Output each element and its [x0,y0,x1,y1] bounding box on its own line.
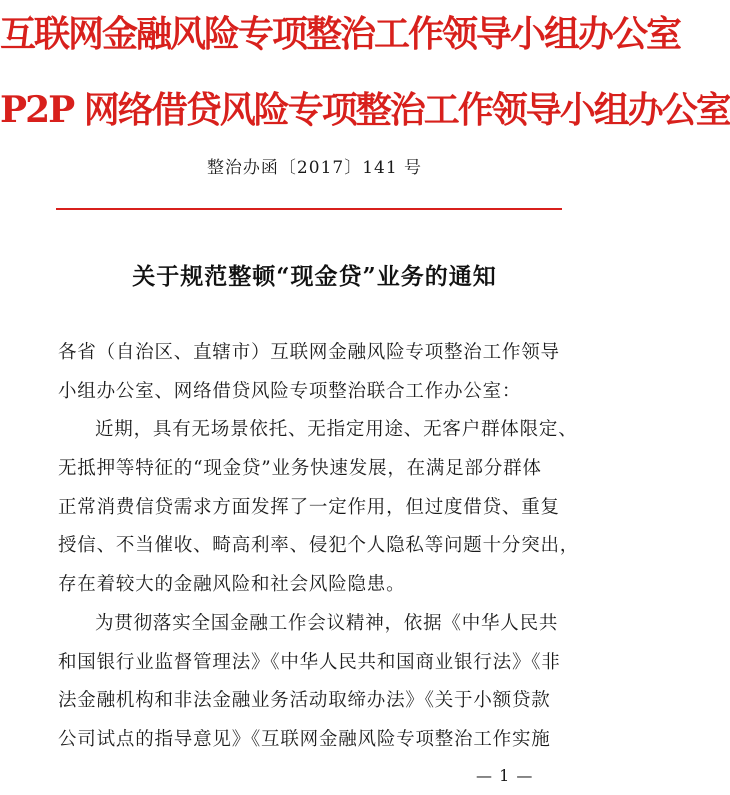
issuer-header-line-2: P2P 网络借贷风险专项整治工作领导小组办公室 [0,89,730,131]
issuer-header-line-1: 互联网金融风险专项整治工作领导小组办公室 [0,13,681,55]
body-line-5: 正常消费信贷需求方面发挥了一定作用，但过度借贷、重复 [58,496,560,518]
document-title: 关于规范整顿“现金贷”业务的通知 [132,263,497,290]
body-line-9: 和国银行业监督管理法》《中华人民共和国商业银行法》《非 [58,651,561,673]
body-line-8: 为贯彻落实全国金融工作会议精神，依据《中华人民共 [95,612,559,634]
body-line-10: 法金融机构和非法金融业务活动取缔办法》《关于小额贷款 [58,690,551,712]
page-number: — 1 — [476,766,534,785]
body-line-6: 授信、不当催收、畸高利率、侵犯个人隐私等问题十分突出， [58,535,580,557]
document-number: 整治办函〔2017〕141 号 [206,158,423,178]
body-line-11: 公司试点的指导意见》《互联网金融风险专项整治工作实施 [58,728,551,750]
body-line-1: 各省（自治区、直辖市）互联网金融风险专项整治工作领导 [58,342,560,363]
body-line-7: 存在着较大的金融风险和社会风险隐患。 [58,574,406,596]
body-line-4: 无抵押等特征的“现金贷”业务快速发展，在满足部分群体 [58,458,542,480]
red-separator-rule [56,208,562,210]
document-body [58,334,580,760]
body-line-2: 小组办公室、网络借贷风险专项整治联合工作办公室： [58,380,522,402]
body-line-3: 近期，具有无场景依托、无指定用途、无客户群体限定、 [95,419,578,441]
